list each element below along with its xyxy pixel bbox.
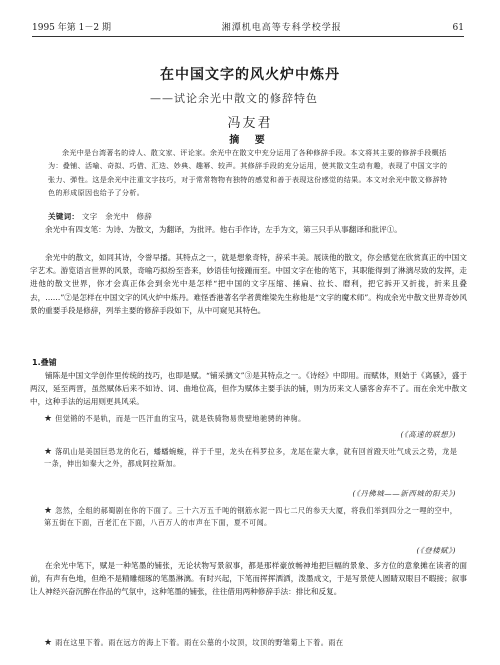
keywords-line [48,211,450,223]
abstract-text: 余光中是台湾著名的诗人、散文家、评论家。余光中在散文中充分运用了各种修辞手段。本文将其主要的修辞手段概括为：叠铺、活喻、奇拟、巧借、汇迭、妙典、趣幂、较声。其修辞手段的充分运用，使其散文生动有趣，表现了中国文字的张力、弹性。这是余光中注重文字技巧，对于常常物物有独特的感觉和善于表现这份感觉的结果。本文对余光中散文修辞特色的形成原因也给予了分析。 [48,148,448,197]
bullet-mark: ★ [44,506,53,516]
quotation-text: 落矶山是美国巨恐龙的化石，蟠蟠蜿蜿，祥于千里，龙头在科罗拉多，龙尾在蒙大拿，就有回首蹬天吐气成云之势，龙是一条，伸出如秦大之外，都成阿拉斯加。 [44,447,458,469]
quotation-source: (《高速的联想》) [400,430,456,439]
running-header [32,20,464,37]
quotation-2 [44,446,460,471]
paragraph-pupu: 铺陈是中国文学创作里传统的技巧，也即是赋。“铺采摛文”③是其特点之一。《诗经》中即用。而赋体，则始于《离骚》，盛于两汉，延至两晋，虽然赋体后来不如诗、词、曲地位高，但作为赋体主要手法的铺，则为历来文人骚客舍弃不了。而在余光中散文中，这种手法的运用则更具风采。 [30,371,467,407]
journal-name: 湘潭机电高等专科学校学报 [221,23,342,33]
quotation-1 [44,413,460,425]
quotation-text: 雨在这里下着。雨在远方的海上下着。雨在公墓的小坟顶，坟顶的野雏菊上下着。雨在 [55,638,344,647]
section-heading: 1.叠铺 [32,358,57,367]
quotation-source: (《登楼赋》) [416,546,456,555]
keywords-values: 文字 余光中 修辞 [81,212,153,221]
bullet-mark: ★ [44,638,53,648]
article-title: 在中国文字的风火炉中炼丹 [160,67,340,83]
article-subtitle: ——试论余光中散文的修辞特色 [150,92,318,105]
paragraph-intro: 余光中有四支笔：为诗、为散文，为翻译，为批评。他右手作诗，左手为文，第三只手从事翻译和批评①。 [45,225,402,234]
paragraph-style: 余光中的散文，如同其诗，令誉早播。其特点之一，就是想象奇特，辞采丰美。展读他的散文，你会感觉在欣赏真正的中国文字艺术。游览语言世界的风景，奇喻巧拟纷至沓来，妙语佳句接踵而至。中国文字在他的笔下，其职能得到了淋漓尽致的发挥，走进他的散文世界，你才会真正体会到余光中是怎样“把中国的文字压缩、捶扁、拉长、磨利，把它拆开又折拢，折来且叠去，……”②是怎样在中国文字的风火炉中炼丹。难怪香港著名学者黄维梁先生称他是“文字的魔术师”。构成余光中散文世界奇妙风景的重要手段是修辞，列举主要的修辞手段如下，从中可窥见其特色。 [30,253,467,315]
bullet-mark: ★ [44,447,53,457]
abstract-heading: 摘 要 [229,135,271,146]
paragraph-summary: 在余光中笔下，赋是一种笔墨的铺张，无论状物写景叙事，都是那样豪放畅神地把巨幅的景象、多方位的意象摊在读者的面前，有声有色地，但绝不是精雕细琢的笔墨淋漓。有时兴起，下笔而挥挥洒洒，泼墨成文，于是写景使人圆睛双眼目不暇接；叙事让人神经兴奋沉醉在作品的气氛中，这种笔墨的铺张，往往借用两种修辞手法：排比和反复。 [30,561,467,597]
keywords-label: 关键词： [48,212,80,221]
quotation-4 [44,637,470,649]
page-number: 61 [452,23,464,33]
article-author: 冯友君 [227,116,273,131]
quotation-text: 但觉锵的不是轨，而是一匹汗血的宝马，就是铁骑物易贵壁地驰骋的神驹。 [55,414,306,423]
bullet-mark: ★ [44,414,53,424]
quotation-text: 忽然，全组的郝蜀剧在你的下面了。三十六万五千吨的钢筋水泥一四七二尺的参天大厦，将我们举到四分之一哩的空中，第五街在下面，百老汇在下面，八百万人的市声在下面，夏不可闻。 [44,506,458,528]
quotation-source: (《丹佛城——新西城的阳关》) [352,489,456,498]
quotation-3 [44,505,460,530]
issue-label: 1995 年第 1－2 期 [32,23,111,33]
